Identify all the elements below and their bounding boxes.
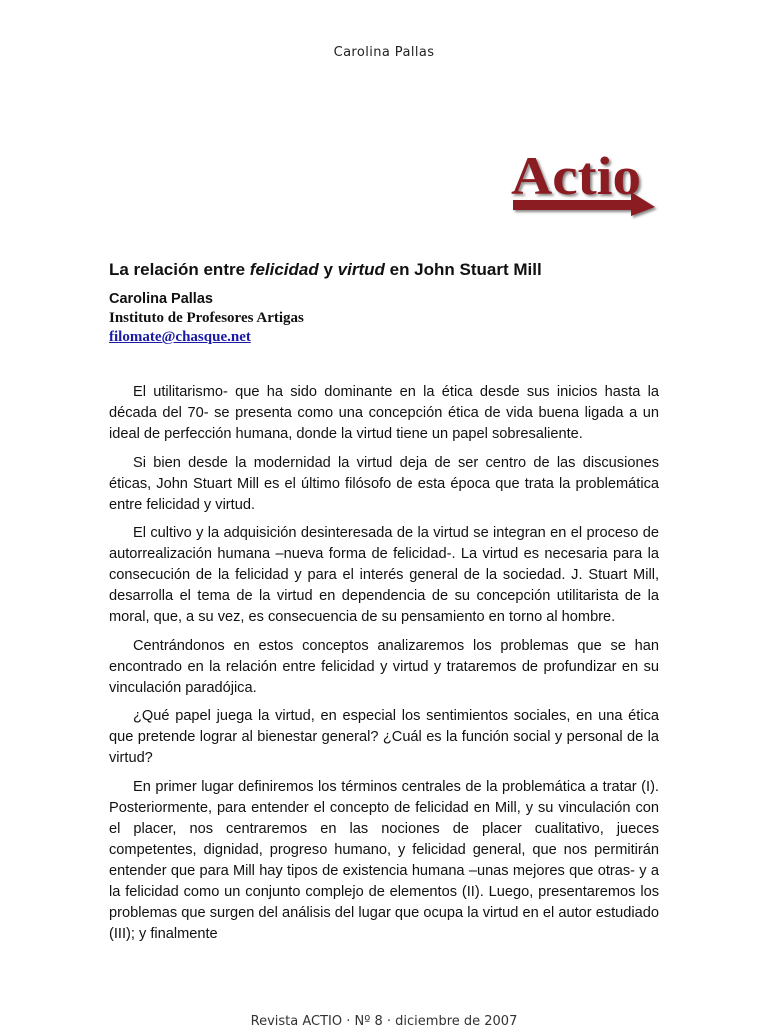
paragraph-1: El utilitarismo- que ha sido dominante en la ética desde sus inicios hasta la década del 70- se presenta como una concepción ética de vida buena ligada a un ideal de perfección humana, donde la virtud tiene un papel sobresaliente. xyxy=(109,384,659,442)
paragraph-4: Centrándonos en estos conceptos analizaremos los problemas que se han encontrado en la relación entre felicidad y virtud y trataremos de profundizar en su vinculación paradójica. xyxy=(109,637,659,696)
paragraph-5: ¿Qué papel juega la virtud, en especial los sentimientos sociales, en una ética que pretende lograr al bienestar general? ¿Cuál es la función social y personal de la virtud? xyxy=(109,708,659,766)
title-part-virtud: virtud xyxy=(337,260,385,279)
title-part-felicidad: felicidad xyxy=(249,260,319,279)
article-body xyxy=(109,382,659,952)
actio-logo-text: Actio xyxy=(511,146,641,206)
title-part-3: y xyxy=(318,260,338,279)
paragraph-3: El cultivo y la adquisición desinteresada de la virtud se integran en el proceso de autorrealización humana –nueva forma de felicidad-. La virtud es necesaria para la consecución de la felicidad y para el interés general de la sociedad. J. Stuart Mill, desarrolla el tema de la virtud en dependencia de su concepción utilitarista de la moral, que, a su vez, es consecuencia de su pensamiento en torno al hombre. xyxy=(109,525,659,625)
paragraph-6: En primer lugar definiremos los términos centrales de la problemática a tratar (I). Posteriormente, para entender el concepto de felicidad en Mill, y su vinculación con el placer, nos centraremos en las nociones de placer cualitativo, jueces competentes, dignidad, progreso humano, y felicidad general, que nos permitirán entender que para Mill hay tipos de existencia humana –unas mejores que otras- y a la felicidad como un conjunto complejo de elementos (II). Luego, presentaremos los problemas que surgen del análisis del lugar que ocupa la virtud en el autor estudiado (III); y finalmente xyxy=(109,778,659,942)
actio-logo xyxy=(503,122,660,220)
author-name: Carolina Pallas xyxy=(109,291,213,307)
paragraph-2: Si bien desde la modernidad la virtud deja de ser centro de las discusiones éticas, John Stuart Mill es el último filósofo de esta época que trata la problemática entre felicidad y virtud. xyxy=(109,454,659,513)
author-email-link[interactable]: filomate@chasque.net xyxy=(109,329,251,345)
page-footer: Revista ACTIO · Nº 8 · diciembre de 2007 xyxy=(250,1014,518,1029)
title-part-5: en John Stuart Mill xyxy=(384,260,542,279)
author-institute: Instituto de Profesores Artigas xyxy=(109,310,304,326)
article-title xyxy=(109,260,669,280)
title-part-1: La relación entre xyxy=(109,260,250,279)
running-head: Carolina Pallas xyxy=(333,45,435,60)
